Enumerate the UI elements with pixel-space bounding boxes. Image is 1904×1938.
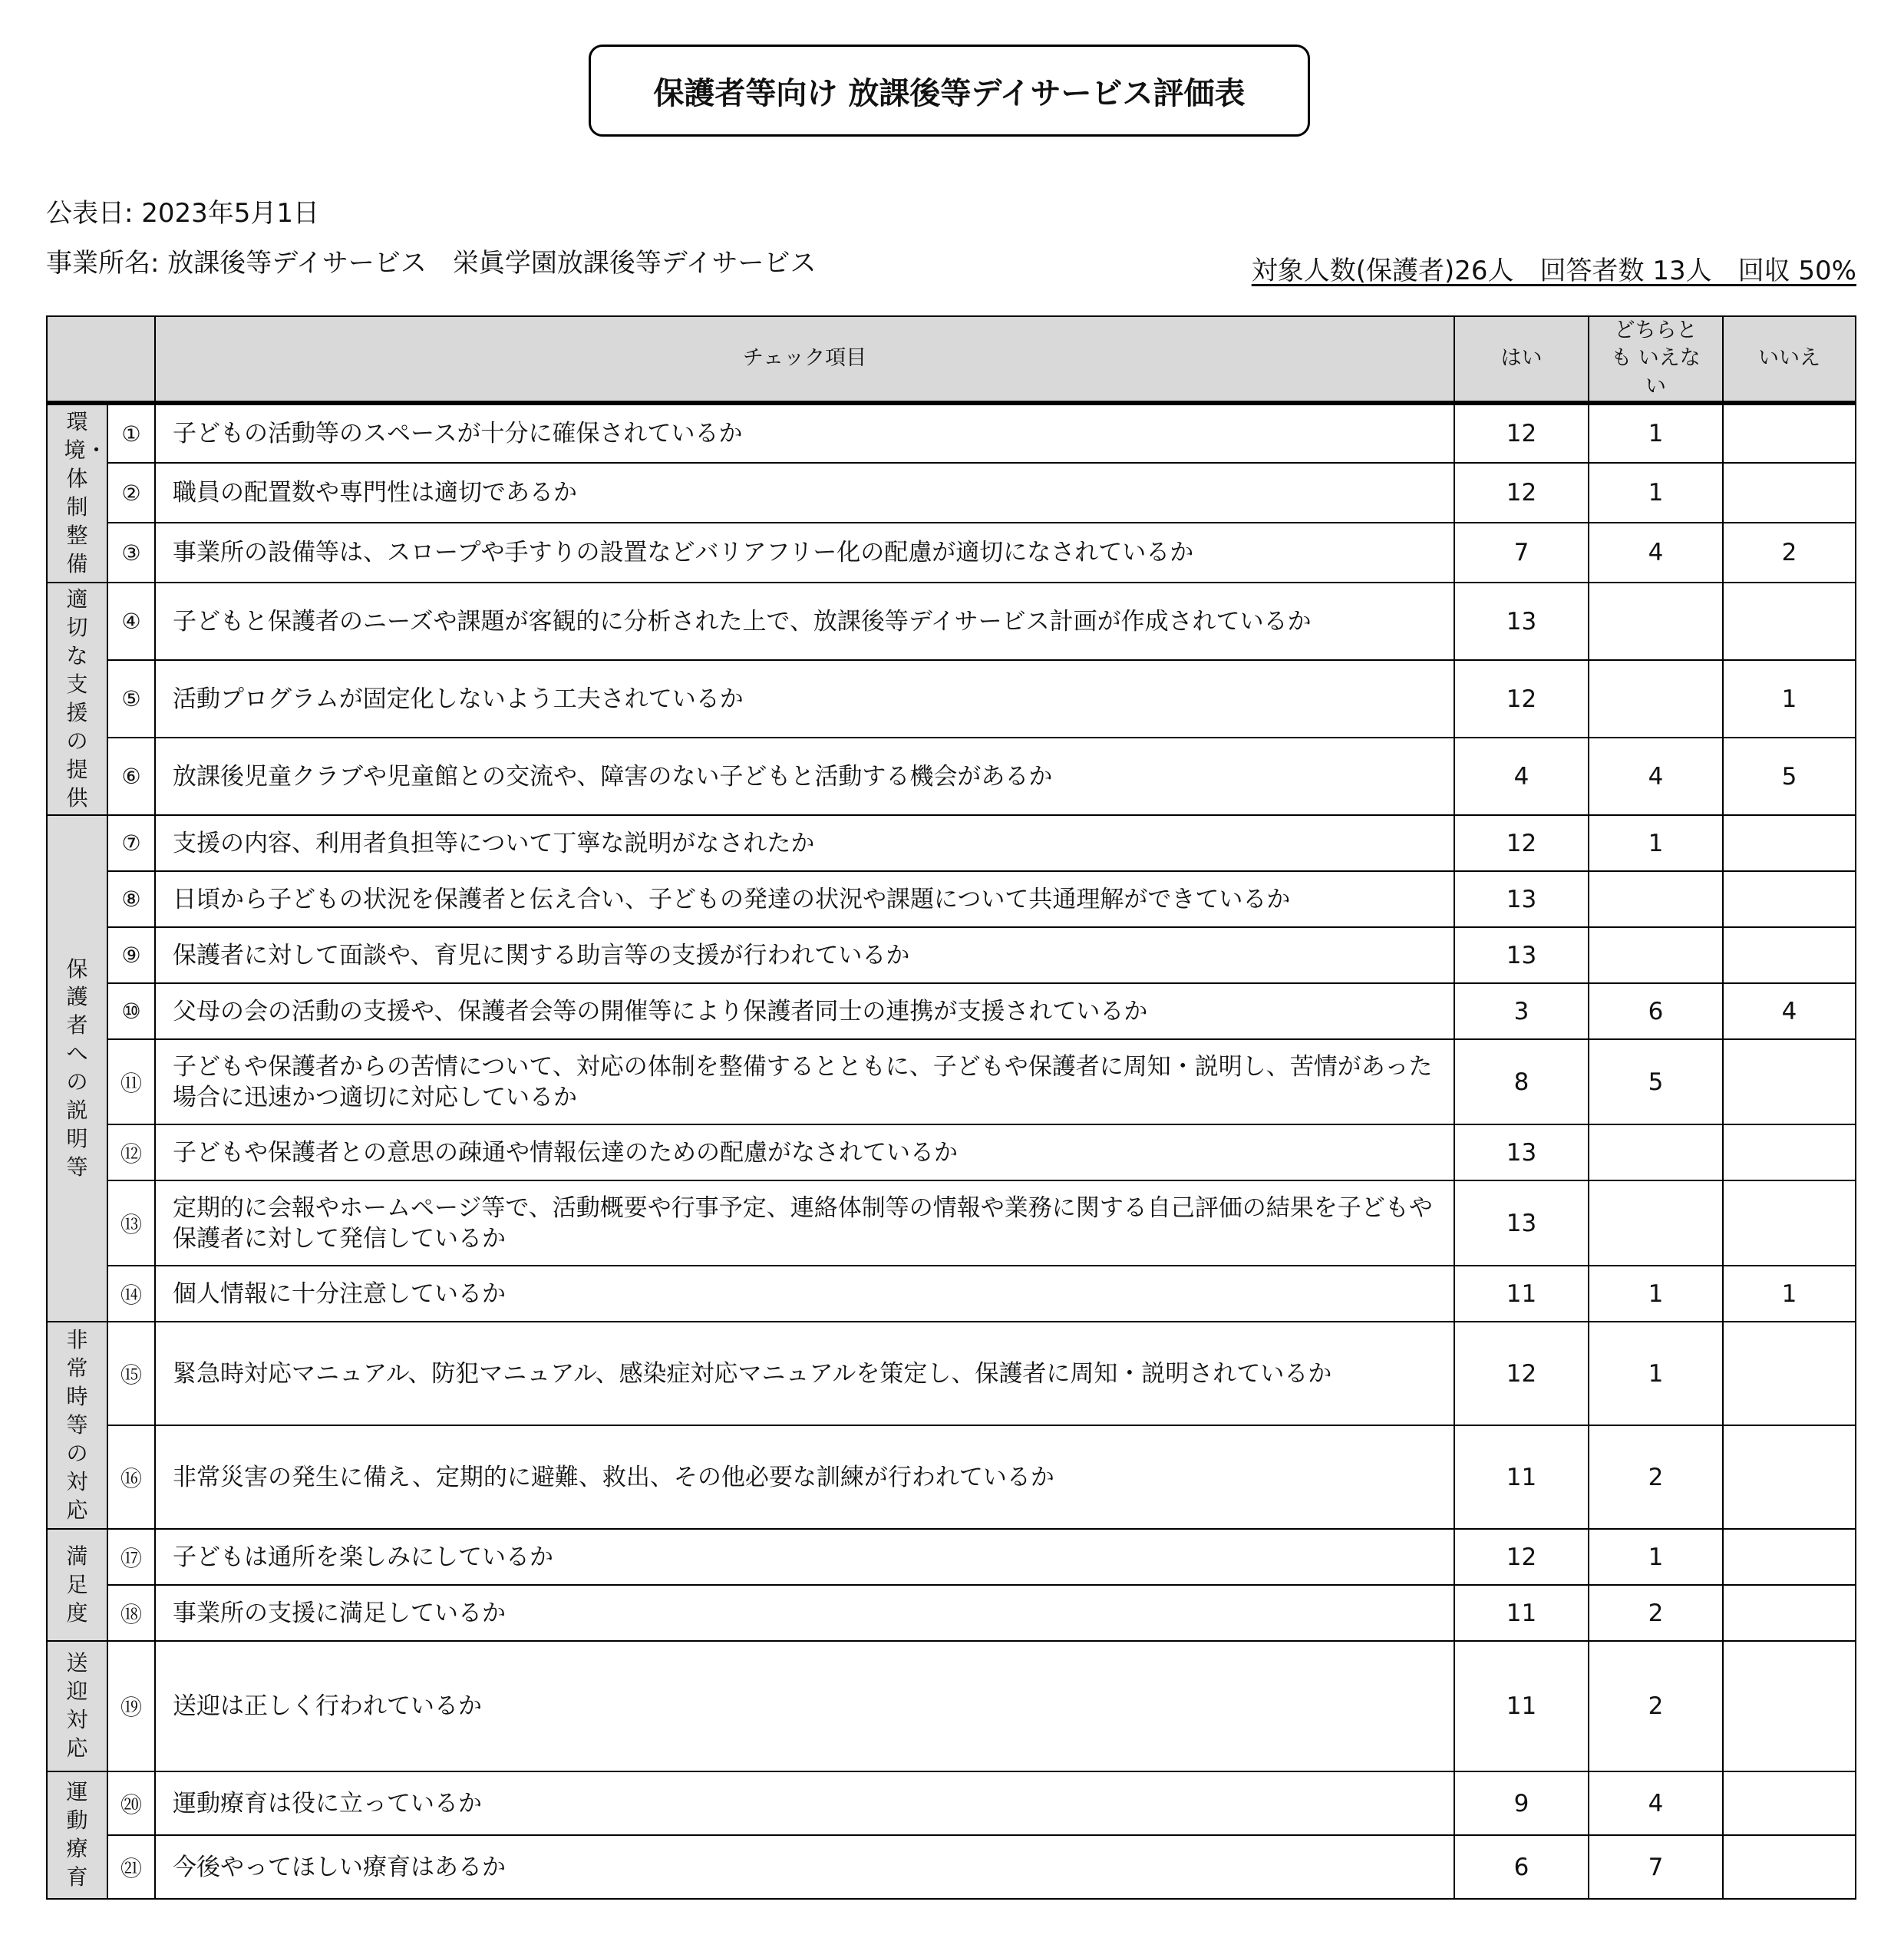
item-number: ⑤ [107, 660, 155, 738]
table-row [47, 1425, 1856, 1529]
header-item: チェック項目 [155, 316, 1454, 403]
header-yes: はい [1454, 316, 1589, 403]
yes-count: 13 [1454, 1124, 1589, 1180]
no-count [1723, 1322, 1856, 1425]
table-row [47, 1641, 1856, 1771]
neither-count [1589, 583, 1723, 660]
item-text: 活動プログラムが固定化しないよう工夫されているか [155, 660, 1454, 738]
table-row [47, 1322, 1856, 1425]
item-text: 子どもや保護者からの苦情について、対応の体制を整備するとともに、子どもや保護者に周知・説明し、苦情があった場合に迅速かつ適切に対応しているか [155, 1039, 1454, 1124]
table-row [47, 983, 1856, 1039]
neither-count [1589, 1124, 1723, 1180]
item-number: ② [107, 463, 155, 523]
category-cell [47, 403, 107, 583]
no-count [1723, 1180, 1856, 1266]
no-count [1723, 871, 1856, 927]
neither-count: 1 [1589, 1529, 1723, 1585]
item-text: 定期的に会報やホームページ等で、活動概要や行事予定、連絡体制等の情報や業務に関する自己評価の結果を子どもや保護者に対して発信しているか [155, 1180, 1454, 1266]
table-row [47, 403, 1856, 463]
no-count [1723, 1529, 1856, 1585]
no-count [1723, 1771, 1856, 1835]
item-number: ⑬ [107, 1180, 155, 1266]
no-count: 1 [1723, 1266, 1856, 1322]
yes-count: 12 [1454, 660, 1589, 738]
table-row [47, 523, 1856, 583]
yes-count: 13 [1454, 871, 1589, 927]
header-row [47, 316, 1856, 403]
category-label: 送迎対応 [66, 1650, 88, 1761]
yes-count: 12 [1454, 815, 1589, 871]
item-text: 日頃から子どもの状況を保護者と伝え合い、子どもの発達の状況や課題について共通理解ができているか [155, 871, 1454, 927]
item-text: 放課後児童クラブや児童館との交流や、障害のない子どもと活動する機会があるか [155, 738, 1454, 815]
neither-count: 5 [1589, 1039, 1723, 1124]
category-cell [47, 1771, 107, 1899]
neither-count: 1 [1589, 1266, 1723, 1322]
no-count [1723, 927, 1856, 983]
table-row [47, 1039, 1856, 1124]
item-text: 事業所の支援に満足しているか [155, 1585, 1454, 1641]
no-count [1723, 463, 1856, 523]
item-number: ⑭ [107, 1266, 155, 1322]
table-row [47, 738, 1856, 815]
yes-count: 12 [1454, 1529, 1589, 1585]
item-number: ⑧ [107, 871, 155, 927]
no-count: 1 [1723, 660, 1856, 738]
yes-count: 4 [1454, 738, 1589, 815]
item-number: ③ [107, 523, 155, 583]
neither-count: 4 [1589, 1771, 1723, 1835]
yes-count: 12 [1454, 463, 1589, 523]
category-cell [47, 1322, 107, 1529]
item-number: ⑩ [107, 983, 155, 1039]
table-row [47, 1529, 1856, 1585]
no-count [1723, 815, 1856, 871]
item-text: 事業所の設備等は、スロープや手すりの設置などバリアフリー化の配慮が適切になされているか [155, 523, 1454, 583]
neither-count: 1 [1589, 403, 1723, 463]
item-number: ⑦ [107, 815, 155, 871]
neither-count [1589, 927, 1723, 983]
evaluation-table [46, 315, 1855, 1900]
neither-count: 2 [1589, 1425, 1723, 1529]
header-blank [47, 316, 155, 403]
yes-count: 13 [1454, 927, 1589, 983]
table-row [47, 1266, 1856, 1322]
item-number: ⑫ [107, 1124, 155, 1180]
yes-count: 11 [1454, 1425, 1589, 1529]
yes-count: 8 [1454, 1039, 1589, 1124]
item-number: ⑰ [107, 1529, 155, 1585]
neither-count: 2 [1589, 1641, 1723, 1771]
publish-date: 公表日: 2023年5月1日 [46, 198, 320, 229]
table-row [47, 463, 1856, 523]
no-count [1723, 1835, 1856, 1899]
table-row [47, 1771, 1856, 1835]
item-text: 緊急時対応マニュアル、防犯マニュアル、感染症対応マニュアルを策定し、保護者に周知・説明されているか [155, 1322, 1454, 1425]
item-text: 運動療育は役に立っているか [155, 1771, 1454, 1835]
neither-count: 1 [1589, 815, 1723, 871]
neither-count [1589, 1180, 1723, 1266]
header-no: いいえ [1723, 316, 1856, 403]
item-number: ⑳ [107, 1771, 155, 1835]
table-row [47, 927, 1856, 983]
item-text: 保護者に対して面談や、育児に関する助言等の支援が行われているか [155, 927, 1454, 983]
item-text: 職員の配置数や専門性は適切であるか [155, 463, 1454, 523]
no-count [1723, 1039, 1856, 1124]
yes-count: 11 [1454, 1266, 1589, 1322]
yes-count: 12 [1454, 403, 1589, 463]
item-number: ⑯ [107, 1425, 155, 1529]
yes-count: 13 [1454, 1180, 1589, 1266]
neither-count: 2 [1589, 1585, 1723, 1641]
item-text: 今後やってほしい療育はあるか [155, 1835, 1454, 1899]
category-label: 満足度 [66, 1543, 88, 1626]
no-count [1723, 403, 1856, 463]
yes-count: 13 [1454, 583, 1589, 660]
table-row [47, 1835, 1856, 1899]
item-text: 父母の会の活動の支援や、保護者会等の開催等により保護者同士の連携が支援されているか [155, 983, 1454, 1039]
table-row [47, 815, 1856, 871]
table-row [47, 1585, 1856, 1641]
neither-count [1589, 871, 1723, 927]
table-row [47, 660, 1856, 738]
category-cell [47, 815, 107, 1322]
neither-count: 1 [1589, 463, 1723, 523]
category-cell [47, 1641, 107, 1771]
neither-count: 1 [1589, 1322, 1723, 1425]
table-row [47, 871, 1856, 927]
category-label: 保護者への説明等 [66, 956, 88, 1180]
item-text: 子どもは通所を楽しみにしているか [155, 1529, 1454, 1585]
response-stats: 対象人数(保護者)26人 回答者数 13人 回収 50% [1251, 256, 1856, 286]
yes-count: 3 [1454, 983, 1589, 1039]
neither-count [1589, 660, 1723, 738]
yes-count: 11 [1454, 1585, 1589, 1641]
no-count: 5 [1723, 738, 1856, 815]
item-number: ⑥ [107, 738, 155, 815]
item-text: 子どもや保護者との意思の疎通や情報伝達のための配慮がなされているか [155, 1124, 1454, 1180]
item-number: ⑱ [107, 1585, 155, 1641]
header-neither-label: どちらとも いえない [1611, 319, 1701, 398]
category-cell [47, 1529, 107, 1641]
item-number: ① [107, 403, 155, 463]
no-count [1723, 583, 1856, 660]
yes-count: 9 [1454, 1771, 1589, 1835]
item-number: ⑪ [107, 1039, 155, 1124]
category-label: 環境・体制整備 [64, 409, 107, 577]
no-count: 4 [1723, 983, 1856, 1039]
yes-count: 12 [1454, 1322, 1589, 1425]
no-count [1723, 1425, 1856, 1529]
table-row [47, 1180, 1856, 1266]
item-number: ⑮ [107, 1322, 155, 1425]
neither-count: 7 [1589, 1835, 1723, 1899]
yes-count: 6 [1454, 1835, 1589, 1899]
item-text: 支援の内容、利用者負担等について丁寧な説明がなされたか [155, 815, 1454, 871]
no-count [1723, 1585, 1856, 1641]
item-text: 子どもの活動等のスペースが十分に確保されているか [155, 403, 1454, 463]
no-count [1723, 1124, 1856, 1180]
neither-count: 4 [1589, 738, 1723, 815]
category-label: 適切な支援の提供 [66, 586, 88, 811]
yes-count: 7 [1454, 523, 1589, 583]
item-number: ⑨ [107, 927, 155, 983]
header-neither [1589, 316, 1723, 403]
item-number: ㉑ [107, 1835, 155, 1899]
no-count: 2 [1723, 523, 1856, 583]
page-title: 保護者等向け 放課後等デイサービス評価表 [589, 45, 1310, 137]
item-text: 子どもと保護者のニーズや課題が客観的に分析された上で、放課後等デイサービス計画が作成されているか [155, 583, 1454, 660]
table-row [47, 583, 1856, 660]
yes-count: 11 [1454, 1641, 1589, 1771]
neither-count: 4 [1589, 523, 1723, 583]
item-text: 個人情報に十分注意しているか [155, 1266, 1454, 1322]
neither-count: 6 [1589, 983, 1723, 1039]
category-cell [47, 583, 107, 815]
item-number: ④ [107, 583, 155, 660]
item-text: 送迎は正しく行われているか [155, 1641, 1454, 1771]
item-number: ⑲ [107, 1641, 155, 1771]
category-label: 非常時等の対応 [66, 1326, 88, 1523]
table-row [47, 1124, 1856, 1180]
office-name: 事業所名: 放課後等デイサービス 栄眞学園放課後等デイサービス [46, 248, 817, 279]
item-text: 非常災害の発生に備え、定期的に避難、救出、その他必要な訓練が行われているか [155, 1425, 1454, 1529]
no-count [1723, 1641, 1856, 1771]
category-label: 運動療育 [66, 1779, 88, 1890]
